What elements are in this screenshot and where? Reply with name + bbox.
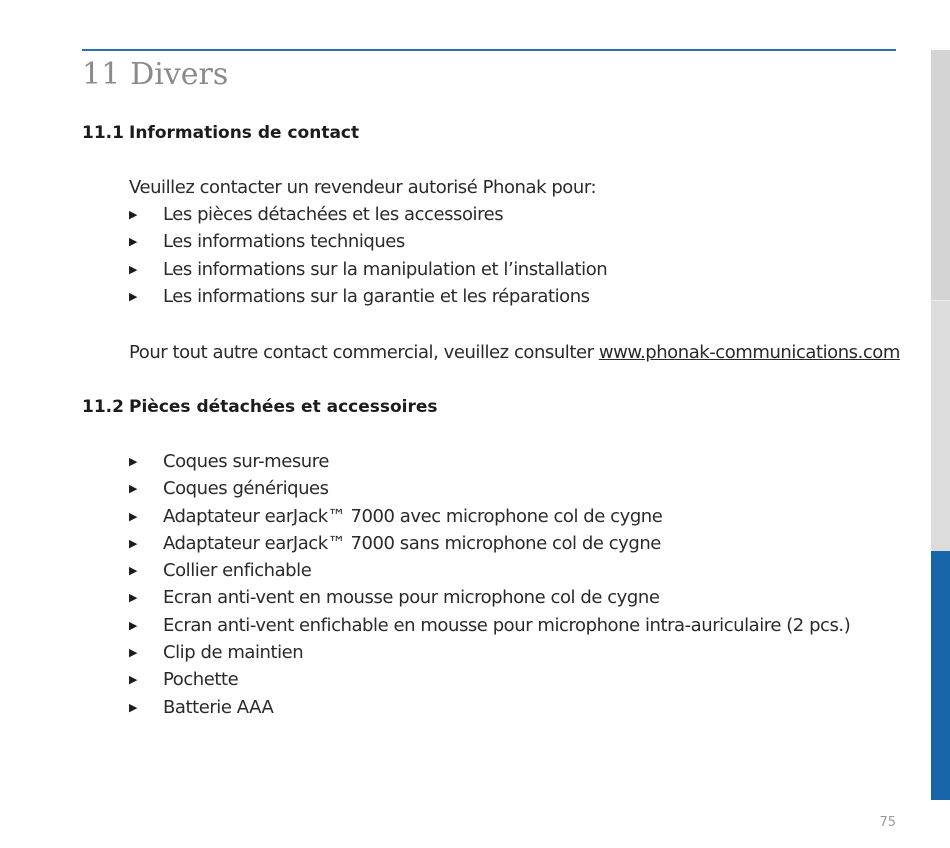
section-heading-contact <box>82 122 359 144</box>
chapter-top-rule <box>82 49 896 51</box>
bullet-arrow-icon: ▶ <box>129 482 138 496</box>
bullet-arrow-icon: ▶ <box>129 235 138 249</box>
bullet-arrow-icon: ▶ <box>129 646 138 660</box>
chapter-tab-active <box>931 551 950 800</box>
list-item: ▶ Ecran anti-vent en mousse pour microphone col de cygne <box>129 587 660 609</box>
list-item: ▶ Les informations sur la garantie et les réparations <box>129 285 590 307</box>
spare-parts-list <box>129 450 850 723</box>
section-number: 11.1 <box>82 123 124 143</box>
section-title: Informations de contact <box>129 123 360 143</box>
list-item: ▶ Adaptateur earJack™ 7000 avec microphone col de cygne <box>129 505 663 527</box>
bullet-arrow-icon: ▶ <box>129 564 138 578</box>
bullet-arrow-icon: ▶ <box>129 208 138 221</box>
bullet-arrow-icon: ▶ <box>129 700 138 714</box>
bullet-arrow-icon: ▶ <box>129 289 138 303</box>
contact-intro-text: Veuillez contacter un revendeur autorisé Phonak pour: <box>129 177 597 198</box>
commercial-contact-text: Pour tout autre contact commercial, veuillez consulter www.phonak-communications.com <box>129 342 900 363</box>
section-title: Pièces détachées et accessoires <box>129 397 438 417</box>
contact-topics-list <box>129 203 607 312</box>
list-item: ▶ Pochette <box>129 669 239 691</box>
bullet-arrow-icon: ▶ <box>129 536 138 550</box>
bullet-arrow-icon: ▶ <box>129 455 138 468</box>
list-item: ▶ Coques sur-mesure <box>129 451 329 472</box>
list-item: ▶ Clip de maintien <box>129 642 304 664</box>
bullet-arrow-icon: ▶ <box>129 509 138 523</box>
section-heading-spare-parts <box>82 396 438 418</box>
bullet-arrow-icon: ▶ <box>129 673 138 687</box>
chapter-tab-upper <box>931 50 950 300</box>
list-item: ▶ Les pièces détachées et les accessoires <box>129 204 504 225</box>
bullet-arrow-icon: ▶ <box>129 262 138 276</box>
list-item: ▶ Coques génériques <box>129 478 329 500</box>
list-item: ▶ Ecran anti-vent enfichable en mousse pour microphone intra-auriculaire (2 pcs.) <box>129 614 851 636</box>
chapter-title-text: Divers <box>130 57 229 92</box>
chapter-tab-middle <box>931 300 950 552</box>
phonak-website-link[interactable]: www.phonak-communications.com <box>598 342 900 363</box>
list-item: ▶ Les informations sur la manipulation et l’installation <box>129 258 608 280</box>
section-number: 11.2 <box>82 397 124 417</box>
list-item: ▶ Collier enfichable <box>129 560 312 582</box>
bullet-arrow-icon: ▶ <box>129 591 138 605</box>
page-number: 75 <box>879 815 896 830</box>
list-item: ▶ Les informations techniques <box>129 231 405 253</box>
list-item: ▶ Adaptateur earJack™ 7000 sans microphone col de cygne <box>129 532 661 554</box>
bullet-arrow-icon: ▶ <box>129 618 138 632</box>
chapter-number: 11 <box>82 57 121 92</box>
chapter-title <box>82 55 228 95</box>
list-item: ▶ Batterie AAA <box>129 696 274 718</box>
